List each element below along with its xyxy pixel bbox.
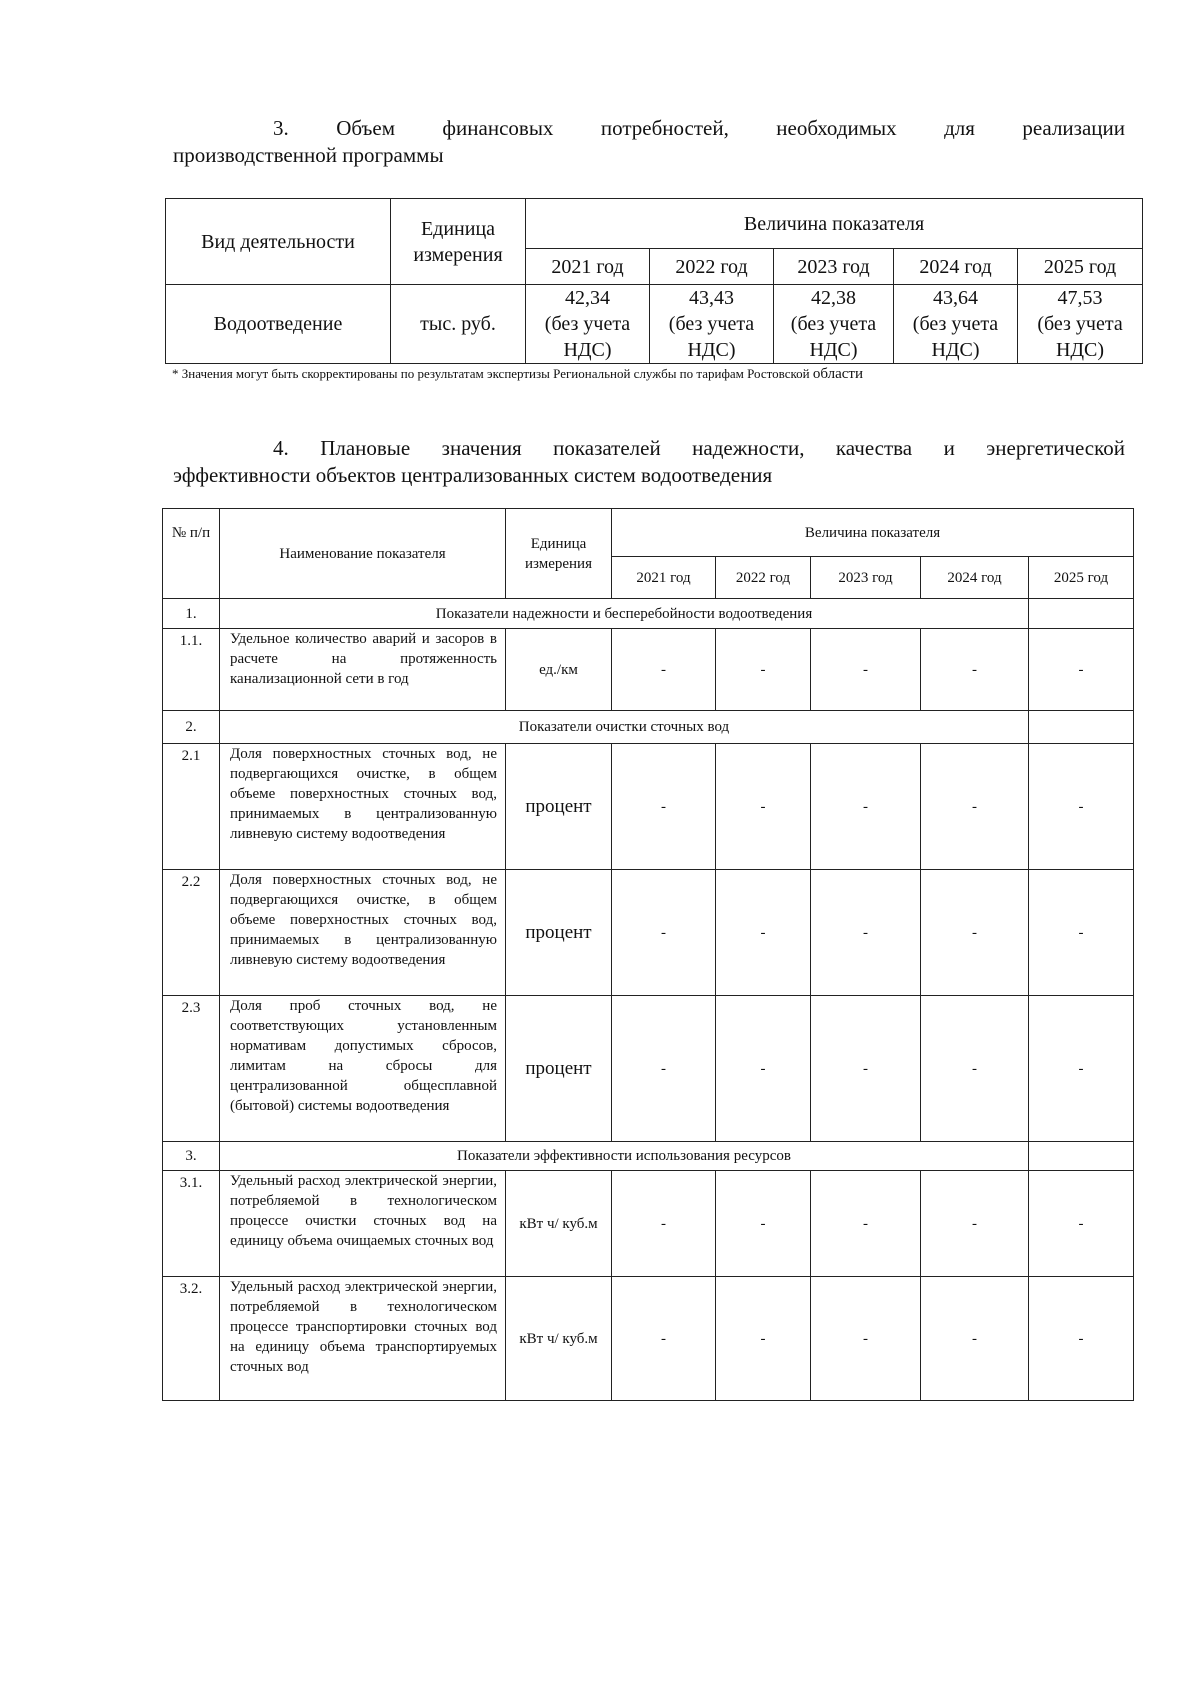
value-2023: - — [811, 870, 921, 996]
indicator-unit: процент — [506, 870, 612, 996]
indicators-table — [162, 508, 1134, 1401]
header-num: № п/п — [163, 509, 220, 599]
value-number: 47,53 — [1057, 287, 1103, 309]
footnote-text: * Значения могут быть скорректированы по результатам экспертизы Региональной службы по тарифам Ростовской — [172, 366, 813, 381]
year-2021: 2021 год — [526, 249, 650, 285]
financial-needs-table — [165, 198, 1143, 364]
year-2025: 2025 год — [1029, 557, 1134, 599]
year-2023: 2023 год — [774, 249, 894, 285]
value-note: (без учета — [912, 313, 999, 335]
value-number: 42,38 — [811, 287, 856, 309]
value-2023: - — [811, 744, 921, 870]
year-2022: 2022 год — [650, 249, 774, 285]
group-num: 1. — [163, 599, 220, 629]
value-note-vat: НДС) — [931, 339, 980, 361]
indicator-name: Удельный расход электрической энергии, потребляемой в технологическом процессе транспортировки сточных вод на единицу объема транспортируемых сточных вод — [220, 1277, 506, 1401]
row-num: 2.2 — [163, 870, 220, 996]
indicator-unit: кВт ч/ куб.м — [506, 1171, 612, 1277]
value-2024: - — [921, 1171, 1029, 1277]
group-title: Показатели надежности и бесперебойности водоотведения — [220, 599, 1029, 629]
year-2021: 2021 год — [612, 557, 716, 599]
row-num: 3.1. — [163, 1171, 220, 1277]
value-number: 42,34 — [565, 287, 610, 309]
value-note: (без учета — [1037, 313, 1123, 335]
footnote — [172, 366, 863, 383]
indicator-name: Доля проб сточных вод, не соответствующих установленным нормативам допустимых сбросов, лимитам на сбросы для централизованной общесплавной (бытовой) системы водоотведения — [220, 996, 506, 1142]
empty-cell — [1029, 599, 1134, 629]
row-num: 1.1. — [163, 629, 220, 711]
value-note-vat: НДС) — [563, 339, 612, 361]
row-num: 3.2. — [163, 1277, 220, 1401]
value-cell — [894, 285, 1018, 364]
header-unit: Единица измерения — [506, 509, 612, 599]
value-2023: - — [811, 996, 921, 1142]
indicator-name: Удельный расход электрической энергии, потребляемой в технологическом процессе очистки сточных вод на единицу объема очищаемых сточных вод — [220, 1171, 506, 1277]
value-note: (без учета — [668, 313, 755, 335]
header-unit: Единица измерения — [391, 199, 526, 285]
value-2022: - — [716, 629, 811, 711]
group-title: Показатели очистки сточных вод — [220, 711, 1029, 744]
header-value: Величина показателя — [526, 199, 1143, 249]
header-activity: Вид деятельности — [166, 199, 391, 285]
indicator-name: Удельное количество аварий и засоров в расчете на протяженность канализационной сети в год — [220, 629, 506, 711]
group-num: 3. — [163, 1142, 220, 1171]
value-2022: - — [716, 744, 811, 870]
empty-cell — [1029, 1142, 1134, 1171]
value-2023: - — [811, 629, 921, 711]
year-2023: 2023 год — [811, 557, 921, 599]
value-2025: - — [1029, 1277, 1134, 1401]
year-2024: 2024 год — [894, 249, 1018, 285]
indicator-unit: кВт ч/ куб.м — [506, 1277, 612, 1401]
year-2024: 2024 год — [921, 557, 1029, 599]
indicator-unit: процент — [506, 996, 612, 1142]
group-row — [163, 599, 1134, 629]
group-num: 2. — [163, 711, 220, 744]
indicator-unit: процент — [506, 744, 612, 870]
value-2025: - — [1029, 870, 1134, 996]
value-2023: - — [811, 1171, 921, 1277]
table-row — [163, 996, 1134, 1142]
footnote-tail: области — [812, 366, 863, 382]
value-2022: - — [716, 1277, 811, 1401]
value-cell — [526, 285, 650, 364]
value-cell — [1018, 285, 1143, 364]
table-row — [163, 870, 1134, 996]
indicator-name: Доля поверхностных сточных вод, не подвергающихся очистке, в общем объеме поверхностных сточных вод, принимаемых в централизованную ливневую систему водоотведения — [220, 870, 506, 996]
value-note-vat: НДС) — [1055, 339, 1105, 361]
year-2022: 2022 год — [716, 557, 811, 599]
section3-heading-line1: 3. Объем финансовых потребностей, необходимых для реализации — [273, 116, 1125, 140]
value-2025: - — [1029, 1171, 1134, 1277]
section4-heading — [173, 435, 1125, 489]
indicator-unit: ед./км — [506, 629, 612, 711]
section3-heading — [173, 115, 1125, 169]
value-2024: - — [921, 870, 1029, 996]
value-2022: - — [716, 1171, 811, 1277]
row-num: 2.3 — [163, 996, 220, 1142]
value-2021: - — [612, 870, 716, 996]
activity-unit: тыс. руб. — [391, 285, 526, 364]
value-cell — [650, 285, 774, 364]
value-2022: - — [716, 870, 811, 996]
group-row — [163, 711, 1134, 744]
header-name: Наименование показателя — [220, 509, 506, 599]
value-2021: - — [612, 629, 716, 711]
section4-heading-line1: 4. Плановые значения показателей надежности, качества и энергетической — [273, 436, 1125, 460]
value-2022: - — [716, 996, 811, 1142]
value-number: 43,43 — [689, 287, 734, 309]
value-2024: - — [921, 744, 1029, 870]
value-cell — [774, 285, 894, 364]
value-note: (без учета — [544, 313, 631, 335]
group-title: Показатели эффективности использования ресурсов — [220, 1142, 1029, 1171]
year-2025: 2025 год — [1018, 249, 1143, 285]
section3-heading-line2: производственной программы — [173, 143, 444, 167]
value-note-vat: НДС) — [687, 339, 736, 361]
value-2023: - — [811, 1277, 921, 1401]
table-row — [166, 285, 1143, 364]
table-row — [163, 629, 1134, 711]
header-value: Величина показателя — [612, 509, 1134, 557]
value-2025: - — [1029, 744, 1134, 870]
value-2021: - — [612, 996, 716, 1142]
value-2025: - — [1029, 996, 1134, 1142]
value-2021: - — [612, 744, 716, 870]
row-num: 2.1 — [163, 744, 220, 870]
value-2025: - — [1029, 629, 1134, 711]
value-note-vat: НДС) — [809, 339, 858, 361]
value-2024: - — [921, 996, 1029, 1142]
activity-name: Водоотведение — [166, 285, 391, 364]
section4-heading-line2: эффективности объектов централизованных систем водоотведения — [173, 463, 773, 487]
group-row — [163, 1142, 1134, 1171]
empty-cell — [1029, 711, 1134, 744]
value-2024: - — [921, 629, 1029, 711]
value-2024: - — [921, 1277, 1029, 1401]
value-number: 43,64 — [933, 287, 978, 309]
table-row — [163, 744, 1134, 870]
indicator-name: Доля поверхностных сточных вод, не подвергающихся очистке, в общем объеме поверхностных сточных вод, принимаемых в централизованную ливневую систему водоотведения — [220, 744, 506, 870]
value-2021: - — [612, 1277, 716, 1401]
value-note: (без учета — [790, 313, 877, 335]
value-2021: - — [612, 1171, 716, 1277]
table-row — [163, 1171, 1134, 1277]
table-row — [163, 1277, 1134, 1401]
